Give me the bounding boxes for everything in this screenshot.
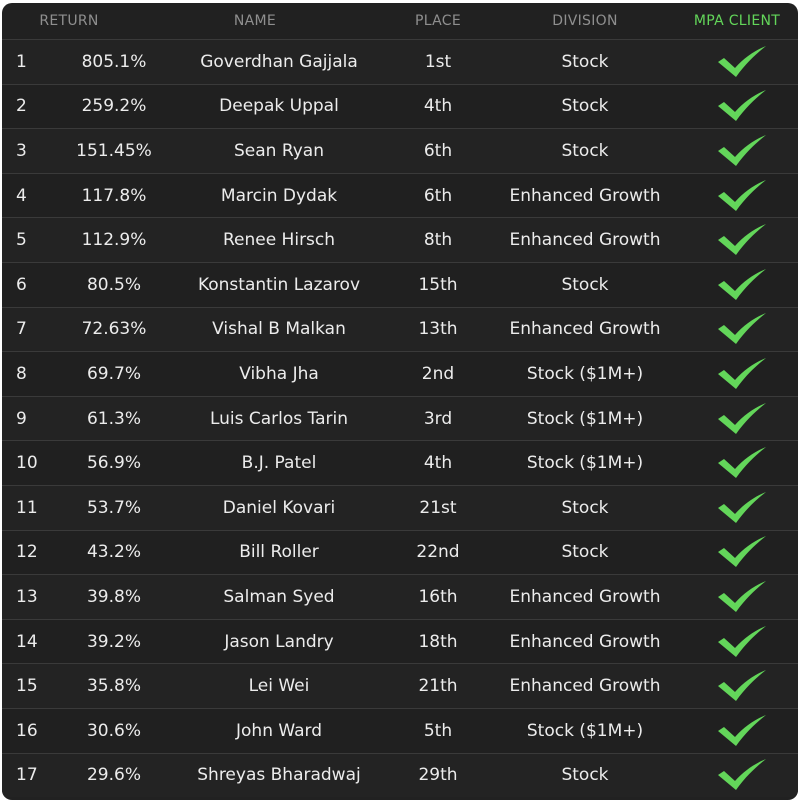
division-cell: Enhanced Growth xyxy=(509,185,661,206)
rank-cell: 15 xyxy=(16,676,38,697)
place-cell: 4th xyxy=(423,96,453,117)
division-cell: Enhanced Growth xyxy=(509,586,661,607)
return-cell: 61.3% xyxy=(86,408,141,429)
rank-cell: 3 xyxy=(16,140,27,161)
division-cell: Stock xyxy=(561,542,609,563)
header-name: NAME xyxy=(233,13,277,29)
division-cell: Enhanced Growth xyxy=(509,230,661,251)
table-row xyxy=(2,307,798,352)
header-return: RETURN xyxy=(39,13,99,29)
place-cell: 8th xyxy=(423,230,453,251)
rank-cell: 14 xyxy=(16,631,38,652)
check-icon xyxy=(710,352,774,396)
place-cell: 1st xyxy=(424,51,452,72)
check-icon xyxy=(710,129,774,173)
check-icon xyxy=(710,709,774,753)
check-icon xyxy=(710,218,774,262)
place-cell: 22nd xyxy=(416,542,460,563)
table-row xyxy=(2,173,798,218)
place-cell: 5th xyxy=(423,720,453,741)
name-cell: Luis Carlos Tarin xyxy=(209,408,349,429)
name-cell: Goverdhan Gajjala xyxy=(200,51,358,72)
name-cell: Renee Hirsch xyxy=(222,230,336,251)
name-cell: Vibha Jha xyxy=(239,363,319,384)
name-cell: Salman Syed xyxy=(223,586,335,607)
rank-cell: 17 xyxy=(16,765,38,786)
name-cell: Konstantin Lazarov xyxy=(197,274,361,295)
return-cell: 39.8% xyxy=(86,586,141,607)
place-cell: 29th xyxy=(418,765,458,786)
division-cell: Stock xyxy=(561,765,609,786)
rank-cell: 4 xyxy=(16,185,27,206)
table-row xyxy=(2,84,798,129)
rank-cell: 5 xyxy=(16,230,27,251)
check-icon xyxy=(710,40,774,84)
division-cell: Enhanced Growth xyxy=(509,319,661,340)
division-cell: Stock xyxy=(561,96,609,117)
place-cell: 18th xyxy=(418,631,458,652)
rank-cell: 7 xyxy=(16,319,27,340)
division-cell: Stock ($1M+) xyxy=(526,720,644,741)
name-cell: Shreyas Bharadwaj xyxy=(197,765,361,786)
table-row xyxy=(2,128,798,173)
check-icon xyxy=(710,575,774,619)
division-cell: Stock xyxy=(561,497,609,518)
name-cell: Sean Ryan xyxy=(234,140,324,161)
place-cell: 16th xyxy=(418,586,458,607)
name-cell: B.J. Patel xyxy=(241,453,317,474)
check-icon xyxy=(710,486,774,530)
table-row xyxy=(2,351,798,396)
return-cell: 112.9% xyxy=(81,230,147,251)
return-cell: 151.45% xyxy=(76,140,152,161)
rank-cell: 12 xyxy=(16,542,38,563)
return-cell: 805.1% xyxy=(81,51,147,72)
rank-cell: 1 xyxy=(16,51,27,72)
return-cell: 80.5% xyxy=(86,274,141,295)
name-cell: Vishal B Malkan xyxy=(212,319,346,340)
table-row xyxy=(2,396,798,441)
check-icon xyxy=(710,620,774,664)
table-row xyxy=(2,440,798,485)
division-cell: Stock ($1M+) xyxy=(526,363,644,384)
rank-cell: 10 xyxy=(16,453,38,474)
check-icon xyxy=(710,754,774,798)
place-cell: 15th xyxy=(418,274,458,295)
return-cell: 72.63% xyxy=(81,319,147,340)
place-cell: 2nd xyxy=(421,363,455,384)
rank-cell: 6 xyxy=(16,274,27,295)
division-cell: Stock ($1M+) xyxy=(526,408,644,429)
rank-cell: 16 xyxy=(16,720,38,741)
return-cell: 53.7% xyxy=(86,497,141,518)
name-cell: Marcin Dydak xyxy=(220,185,338,206)
place-cell: 21th xyxy=(418,676,458,697)
header-mpa-client: MPA CLIENT xyxy=(693,13,781,29)
name-cell: John Ward xyxy=(236,720,322,741)
table-row xyxy=(2,619,798,664)
division-cell: Stock ($1M+) xyxy=(526,453,644,474)
return-cell: 117.8% xyxy=(81,185,147,206)
table-row xyxy=(2,574,798,619)
table-row xyxy=(2,39,798,84)
name-cell: Daniel Kovari xyxy=(222,497,336,518)
table-row xyxy=(2,530,798,575)
place-cell: 13th xyxy=(418,319,458,340)
results-table xyxy=(2,3,798,800)
table-row xyxy=(2,262,798,307)
division-cell: Enhanced Growth xyxy=(509,676,661,697)
check-icon xyxy=(710,174,774,218)
division-cell: Stock xyxy=(561,140,609,161)
table-row xyxy=(2,708,798,753)
rank-cell: 8 xyxy=(16,363,27,384)
table-body xyxy=(2,39,798,797)
return-cell: 43.2% xyxy=(86,542,141,563)
place-cell: 21st xyxy=(419,497,457,518)
place-cell: 6th xyxy=(423,185,453,206)
table-row xyxy=(2,663,798,708)
return-cell: 29.6% xyxy=(86,765,141,786)
rank-cell: 13 xyxy=(16,586,38,607)
name-cell: Jason Landry xyxy=(224,631,334,652)
place-cell: 4th xyxy=(423,453,453,474)
check-icon xyxy=(710,308,774,352)
division-cell: Stock xyxy=(561,51,609,72)
check-icon xyxy=(710,397,774,441)
name-cell: Bill Roller xyxy=(239,542,319,563)
table-row xyxy=(2,217,798,262)
name-cell: Lei Wei xyxy=(248,676,310,697)
rank-cell: 9 xyxy=(16,408,27,429)
return-cell: 30.6% xyxy=(86,720,141,741)
return-cell: 259.2% xyxy=(81,96,147,117)
name-cell: Deepak Uppal xyxy=(219,96,339,117)
division-cell: Stock xyxy=(561,274,609,295)
check-icon xyxy=(710,441,774,485)
header-place: PLACE xyxy=(414,13,461,29)
place-cell: 6th xyxy=(423,140,453,161)
table-header xyxy=(2,3,798,39)
return-cell: 35.8% xyxy=(86,676,141,697)
check-icon xyxy=(710,664,774,708)
check-icon xyxy=(710,263,774,307)
check-icon xyxy=(710,85,774,129)
rank-cell: 11 xyxy=(16,497,38,518)
division-cell: Enhanced Growth xyxy=(509,631,661,652)
place-cell: 3rd xyxy=(423,408,453,429)
table-row xyxy=(2,753,798,798)
check-icon xyxy=(710,531,774,575)
return-cell: 56.9% xyxy=(86,453,141,474)
return-cell: 39.2% xyxy=(86,631,141,652)
return-cell: 69.7% xyxy=(86,363,141,384)
header-division: DIVISION xyxy=(552,13,618,29)
table-row xyxy=(2,485,798,530)
rank-cell: 2 xyxy=(16,96,27,117)
